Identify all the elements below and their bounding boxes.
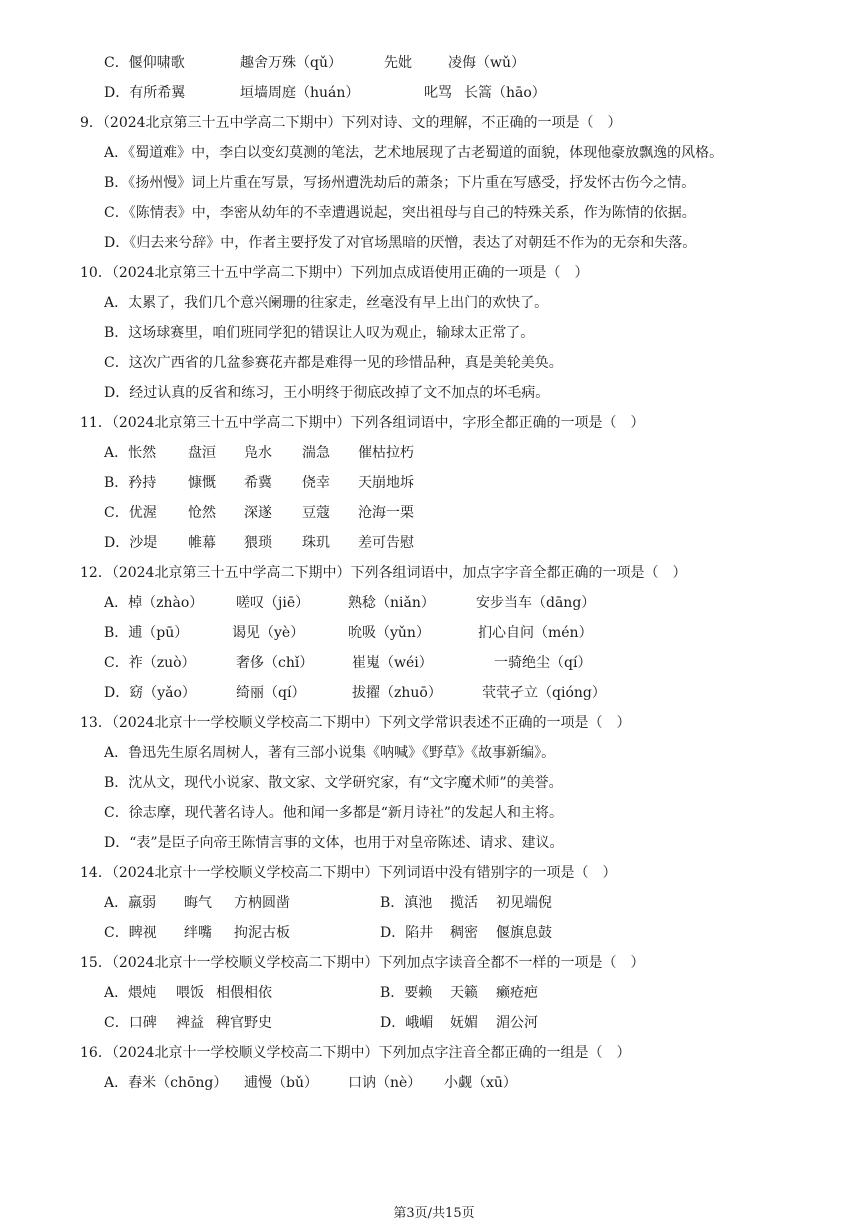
- text-segment: B．《扬州慢》词上片重在写景，写扬州遭洗劫后的萧条；下片重在写感受，抒发怀古伤今之情。: [104, 175, 696, 191]
- text-segment: 慷慨: [188, 475, 216, 491]
- text-segment: 15．（2024北京十一学校顺义学校高二下期中）下列加点字读音全都不一样的一项是（ ）: [80, 955, 645, 971]
- text-segment: 长篙（hāo）: [464, 85, 546, 101]
- text-segment: D．窈（yǎo）: [104, 685, 196, 701]
- text-segment: 拘泥古板: [234, 925, 290, 941]
- text-segment: 凫水: [244, 445, 272, 461]
- text-segment: 16．（2024北京十一学校顺义学校高二下期中）下列加点字注音全都正确的一组是（ ）: [80, 1045, 631, 1061]
- text-segment: 一骑绝尘（qí）: [494, 655, 592, 671]
- text-segment: B．滇池: [380, 895, 433, 911]
- text-segment: 初见端倪: [496, 895, 552, 911]
- text-segment: 催枯拉朽: [358, 445, 414, 461]
- text-segment: 14．（2024北京十一学校顺义学校高二下期中）下列词语中没有错别字的一项是（ ）: [80, 865, 617, 881]
- text-segment: B．这场球赛里，咱们班同学犯的错误让人叹为观止，输球太正常了。: [104, 325, 535, 341]
- text-segment: 希冀: [244, 475, 272, 491]
- text-segment: 晦气: [184, 895, 212, 911]
- text-segment: 叱骂: [424, 85, 452, 101]
- text-segment: 吮吸（yǔn）: [348, 625, 430, 641]
- text-segment: C．祚（zuò）: [104, 655, 196, 671]
- text-segment: C．口碑: [104, 1015, 157, 1031]
- text-segment: 扪心自问（mén）: [478, 625, 593, 641]
- text-segment: 11．（2024北京第三十五中学高二下期中）下列各组词语中，字形全都正确的一项是（ ）: [80, 415, 645, 431]
- text-segment: 熟稔（niǎn）: [348, 595, 435, 611]
- text-segment: 喂饭: [176, 985, 204, 1001]
- text-segment: A．棹（zhào）: [104, 595, 204, 611]
- text-segment: 相偎相依: [216, 985, 272, 1001]
- text-segment: 豆蔻: [302, 505, 330, 521]
- text-segment: 湍急: [302, 445, 330, 461]
- text-segment: 天籁: [450, 985, 478, 1001]
- text-segment: B．矜持: [104, 475, 157, 491]
- text-segment: 奢侈（chǐ）: [236, 655, 314, 671]
- text-segment: A．太累了，我们几个意兴阑珊的往家走，丝毫没有早上出门的欢快了。: [104, 295, 549, 311]
- text-segment: C．徐志摩，现代著名诗人。他和闻一多都是“新月诗社”的发起人和主将。: [104, 805, 564, 821]
- text-segment: 妩媚: [450, 1015, 478, 1031]
- text-segment: 湄公河: [496, 1015, 538, 1031]
- text-segment: 嗟叹（jiē）: [236, 595, 310, 611]
- text-segment: 天崩地坼: [358, 475, 414, 491]
- text-segment: 裨益: [176, 1015, 204, 1031]
- text-segment: D．经过认真的反省和练习，王小明终于彻底改掉了文不加点的坏毛病。: [104, 385, 550, 401]
- text-segment: 凌侮（wǔ）: [448, 55, 525, 71]
- text-segment: A．羸弱: [104, 895, 157, 911]
- text-segment: C．偃仰啸歌: [104, 55, 185, 71]
- text-segment: C．睥视: [104, 925, 157, 941]
- text-segment: 深遂: [244, 505, 272, 521]
- text-segment: 沧海一栗: [358, 505, 414, 521]
- text-segment: D．《归去来兮辞》中，作者主要抒发了对官场黑暗的厌憎，表达了对朝廷不作为的无奈和失落。: [104, 235, 697, 251]
- text-segment: C．这次广西省的几盆参赛花卉都是难得一见的珍惜品种，真是美轮美奂。: [104, 355, 563, 371]
- text-segment: A．舂米（chōng）: [104, 1075, 228, 1091]
- text-segment: 揽活: [450, 895, 478, 911]
- text-segment: C．优渥: [104, 505, 157, 521]
- text-segment: B．逋（pū）: [104, 625, 189, 641]
- text-segment: 崔嵬（wéi）: [352, 655, 433, 671]
- text-segment: 先妣: [384, 55, 412, 71]
- text-segment: 猥琐: [244, 535, 272, 551]
- text-segment: 稗官野史: [216, 1015, 272, 1031]
- text-segment: 9．（2024北京第三十五中学高二下期中）下列对诗、文的理解，不正确的一项是（ ）: [80, 115, 622, 131]
- text-segment: 癞疮疤: [496, 985, 538, 1001]
- text-segment: 绊嘴: [184, 925, 212, 941]
- text-segment: D．“表”是臣子向帝王陈情言事的文体，也用于对皇帝陈述、请求、建议。: [104, 835, 564, 851]
- text-segment: 安步当车（dāng）: [476, 595, 596, 611]
- text-segment: 偃旗息鼓: [496, 925, 552, 941]
- text-segment: 帷幕: [188, 535, 216, 551]
- text-segment: 13．（2024北京十一学校顺义学校高二下期中）下列文学常识表述不正确的一项是（ ）: [80, 715, 631, 731]
- text-segment: A．煨炖: [104, 985, 157, 1001]
- text-segment: 侥幸: [302, 475, 330, 491]
- text-segment: 稠密: [450, 925, 478, 941]
- text-segment: 拔擢（zhuō）: [352, 685, 442, 701]
- text-segment: 方枘圆凿: [234, 895, 290, 911]
- text-segment: 绮丽（qí）: [236, 685, 306, 701]
- text-segment: 垣墙周庭（huán）: [240, 85, 360, 101]
- text-segment: 小觑（xū）: [444, 1075, 517, 1091]
- text-segment: C．《陈情表》中，李密从幼年的不幸遭遇说起，突出祖母与自己的特殊关系，作为陈情的依据。: [104, 205, 696, 221]
- text-segment: 珠玑: [302, 535, 330, 551]
- text-segment: 12．（2024北京第三十五中学高二下期中）下列各组词语中，加点字字音全都正确的一项是（ ）: [80, 565, 687, 581]
- text-segment: D．有所希翼: [104, 85, 186, 101]
- text-segment: B．要赖: [380, 985, 433, 1001]
- text-segment: 差可告慰: [358, 535, 414, 551]
- text-segment: 怆然: [188, 505, 216, 521]
- text-segment: D．陷井: [380, 925, 434, 941]
- text-segment: A．《蜀道难》中，李白以变幻莫测的笔法，艺术地展现了古老蜀道的面貌，体现他豪放飘逸的风格。: [104, 145, 724, 161]
- text-segment: 谒见（yè）: [232, 625, 305, 641]
- text-segment: 茕茕孑立（qióng）: [482, 685, 606, 701]
- text-segment: 逋慢（bǔ）: [244, 1075, 318, 1091]
- text-segment: 盘洹: [188, 445, 216, 461]
- text-segment: D．峨嵋: [380, 1015, 434, 1031]
- page-footer: 第3页/共15页: [393, 1206, 475, 1221]
- text-segment: 10．（2024北京第三十五中学高二下期中）下列加点成语使用正确的一项是（ ）: [80, 265, 589, 281]
- text-segment: D．沙堤: [104, 535, 158, 551]
- text-segment: 口讷（nè）: [348, 1075, 422, 1091]
- text-segment: A．鲁迅先生原名周树人，著有三部小说集《呐喊》《野草》《故事新编》。: [104, 745, 556, 761]
- text-segment: 趣舍万殊（qǔ）: [240, 55, 342, 71]
- text-segment: B．沈从文，现代小说家、散文家、文学研究家，有“文字魔术师”的美誉。: [104, 775, 563, 791]
- text-segment: A．怅然: [104, 445, 157, 461]
